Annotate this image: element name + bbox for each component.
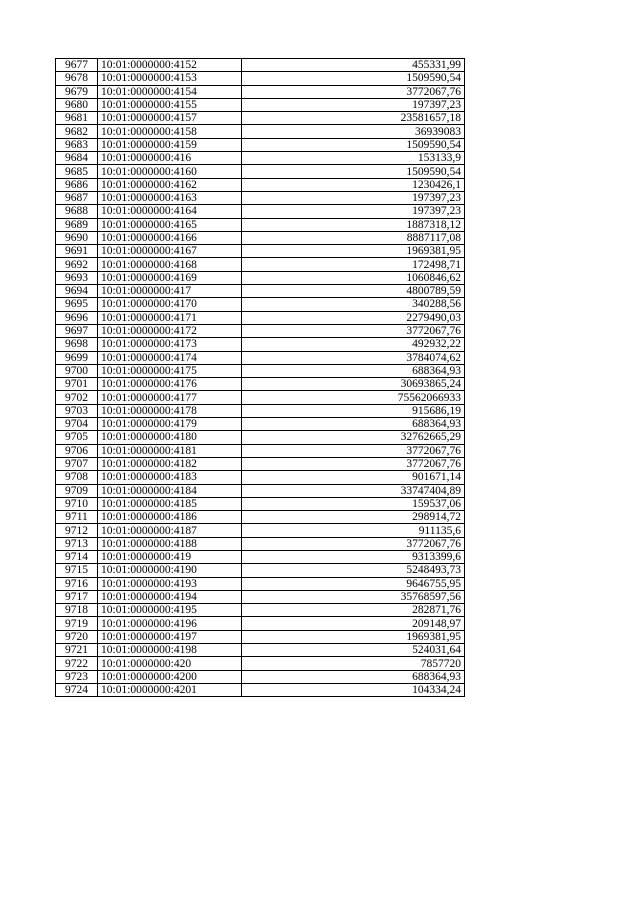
value-cell: 1060846,62 — [242, 271, 465, 284]
table-row — [56, 351, 465, 364]
table-row — [56, 245, 465, 258]
row-number-cell: 9688 — [56, 205, 98, 218]
table-row — [56, 604, 465, 617]
cadastral-number-cell: 10:01:0000000:4198 — [98, 644, 242, 657]
table-row — [56, 378, 465, 391]
cadastral-number-cell: 10:01:0000000:419 — [98, 550, 242, 563]
row-number-cell: 9708 — [56, 471, 98, 484]
value-cell: 5248493,73 — [242, 564, 465, 577]
table-row — [56, 258, 465, 271]
row-number-cell: 9681 — [56, 112, 98, 125]
value-cell: 75562066933 — [242, 391, 465, 404]
cadastral-number-cell: 10:01:0000000:4193 — [98, 577, 242, 590]
row-number-cell: 9713 — [56, 537, 98, 550]
table-row — [56, 285, 465, 298]
table-row — [56, 218, 465, 231]
row-number-cell: 9684 — [56, 152, 98, 165]
row-number-cell: 9706 — [56, 444, 98, 457]
cadastral-number-cell: 10:01:0000000:4201 — [98, 683, 242, 696]
cadastral-number-cell: 10:01:0000000:4166 — [98, 231, 242, 244]
cadastral-number-cell: 10:01:0000000:4163 — [98, 191, 242, 204]
value-cell: 30693865,24 — [242, 378, 465, 391]
cadastral-number-cell: 10:01:0000000:4160 — [98, 165, 242, 178]
cadastral-number-cell: 10:01:0000000:4164 — [98, 205, 242, 218]
cadastral-number-cell: 10:01:0000000:420 — [98, 657, 242, 670]
value-cell: 3772067,76 — [242, 85, 465, 98]
value-cell: 911135,6 — [242, 524, 465, 537]
value-cell: 159537,06 — [242, 497, 465, 510]
row-number-cell: 9677 — [56, 59, 98, 72]
value-cell: 8887117,08 — [242, 231, 465, 244]
row-number-cell: 9703 — [56, 404, 98, 417]
table-row — [56, 112, 465, 125]
cadastral-number-cell: 10:01:0000000:4181 — [98, 444, 242, 457]
table-row — [56, 364, 465, 377]
table-row — [56, 550, 465, 563]
row-number-cell: 9705 — [56, 431, 98, 444]
table-row — [56, 431, 465, 444]
table-row — [56, 617, 465, 630]
cadastral-number-cell: 10:01:0000000:4153 — [98, 72, 242, 85]
cadastral-number-cell: 10:01:0000000:4170 — [98, 298, 242, 311]
row-number-cell: 9693 — [56, 271, 98, 284]
cadastral-number-cell: 10:01:0000000:4194 — [98, 590, 242, 603]
value-cell: 1230426,1 — [242, 178, 465, 191]
row-number-cell: 9721 — [56, 644, 98, 657]
value-cell: 9646755,95 — [242, 577, 465, 590]
cadastral-number-cell: 10:01:0000000:4167 — [98, 245, 242, 258]
row-number-cell: 9689 — [56, 218, 98, 231]
table-row — [56, 98, 465, 111]
cadastral-number-cell: 10:01:0000000:4169 — [98, 271, 242, 284]
value-cell: 915686,19 — [242, 404, 465, 417]
value-cell: 153133,9 — [242, 152, 465, 165]
value-cell: 1509590,54 — [242, 165, 465, 178]
row-number-cell: 9710 — [56, 497, 98, 510]
cadastral-number-cell: 10:01:0000000:4158 — [98, 125, 242, 138]
row-number-cell: 9718 — [56, 604, 98, 617]
table-row — [56, 391, 465, 404]
value-cell: 36939083 — [242, 125, 465, 138]
table-row — [56, 178, 465, 191]
cadastral-number-cell: 10:01:0000000:4200 — [98, 670, 242, 683]
value-cell: 524031,64 — [242, 644, 465, 657]
table-row — [56, 231, 465, 244]
row-number-cell: 9687 — [56, 191, 98, 204]
row-number-cell: 9685 — [56, 165, 98, 178]
table-row — [56, 511, 465, 524]
value-cell: 4800789,59 — [242, 285, 465, 298]
row-number-cell: 9692 — [56, 258, 98, 271]
value-cell: 3784074,62 — [242, 351, 465, 364]
cadastral-number-cell: 10:01:0000000:4182 — [98, 457, 242, 470]
table-row — [56, 138, 465, 151]
value-cell: 32762665,29 — [242, 431, 465, 444]
table-row — [56, 152, 465, 165]
value-cell: 7857720 — [242, 657, 465, 670]
value-cell: 1969381,95 — [242, 245, 465, 258]
value-cell: 197397,23 — [242, 191, 465, 204]
cadastral-number-cell: 10:01:0000000:4195 — [98, 604, 242, 617]
table-row — [56, 191, 465, 204]
row-number-cell: 9696 — [56, 311, 98, 324]
row-number-cell: 9712 — [56, 524, 98, 537]
value-cell: 1887318,12 — [242, 218, 465, 231]
table-row — [56, 524, 465, 537]
row-number-cell: 9719 — [56, 617, 98, 630]
table-row — [56, 205, 465, 218]
value-cell: 33747404,89 — [242, 484, 465, 497]
table-row — [56, 404, 465, 417]
cadastral-number-cell: 10:01:0000000:4159 — [98, 138, 242, 151]
cadastral-number-cell: 10:01:0000000:4187 — [98, 524, 242, 537]
table-row — [56, 298, 465, 311]
row-number-cell: 9709 — [56, 484, 98, 497]
row-number-cell: 9683 — [56, 138, 98, 151]
value-cell: 3772067,76 — [242, 537, 465, 550]
cadastral-number-cell: 10:01:0000000:4152 — [98, 59, 242, 72]
value-cell: 1509590,54 — [242, 72, 465, 85]
value-cell: 104334,24 — [242, 683, 465, 696]
row-number-cell: 9699 — [56, 351, 98, 364]
cadastral-number-cell: 10:01:0000000:4172 — [98, 324, 242, 337]
cadastral-number-cell: 10:01:0000000:4176 — [98, 378, 242, 391]
value-cell: 1969381,95 — [242, 630, 465, 643]
table-row — [56, 457, 465, 470]
table-row — [56, 644, 465, 657]
value-cell: 172498,71 — [242, 258, 465, 271]
row-number-cell: 9678 — [56, 72, 98, 85]
cadastral-number-cell: 10:01:0000000:4171 — [98, 311, 242, 324]
value-cell: 197397,23 — [242, 205, 465, 218]
row-number-cell: 9707 — [56, 457, 98, 470]
value-cell: 9313399,6 — [242, 550, 465, 563]
row-number-cell: 9694 — [56, 285, 98, 298]
table-row — [56, 630, 465, 643]
value-cell: 197397,23 — [242, 98, 465, 111]
cadastral-number-cell: 10:01:0000000:4175 — [98, 364, 242, 377]
table-row — [56, 657, 465, 670]
row-number-cell: 9700 — [56, 364, 98, 377]
cadastral-number-cell: 10:01:0000000:4178 — [98, 404, 242, 417]
value-cell: 688364,93 — [242, 418, 465, 431]
table-row — [56, 72, 465, 85]
row-number-cell: 9717 — [56, 590, 98, 603]
table-row — [56, 497, 465, 510]
table-row — [56, 471, 465, 484]
cadastral-number-cell: 10:01:0000000:4180 — [98, 431, 242, 444]
table-row — [56, 271, 465, 284]
cadastral-number-cell: 10:01:0000000:4185 — [98, 497, 242, 510]
value-cell: 282871,76 — [242, 604, 465, 617]
table-row — [56, 444, 465, 457]
value-cell: 455331,99 — [242, 59, 465, 72]
row-number-cell: 9682 — [56, 125, 98, 138]
cadastral-number-cell: 10:01:0000000:4196 — [98, 617, 242, 630]
value-cell: 1509590,54 — [242, 138, 465, 151]
table-row — [56, 85, 465, 98]
table-row — [56, 311, 465, 324]
row-number-cell: 9724 — [56, 683, 98, 696]
cadastral-number-cell: 10:01:0000000:4183 — [98, 471, 242, 484]
row-number-cell: 9722 — [56, 657, 98, 670]
table-row — [56, 537, 465, 550]
table-row — [56, 324, 465, 337]
value-cell: 2279490,03 — [242, 311, 465, 324]
table-row — [56, 577, 465, 590]
table-row — [56, 125, 465, 138]
row-number-cell: 9698 — [56, 338, 98, 351]
cadastral-number-cell: 10:01:0000000:4179 — [98, 418, 242, 431]
value-cell: 209148,97 — [242, 617, 465, 630]
row-number-cell: 9720 — [56, 630, 98, 643]
table-row — [56, 418, 465, 431]
table-row — [56, 59, 465, 72]
cadastral-number-cell: 10:01:0000000:4184 — [98, 484, 242, 497]
row-number-cell: 9714 — [56, 550, 98, 563]
row-number-cell: 9697 — [56, 324, 98, 337]
value-cell: 688364,93 — [242, 364, 465, 377]
value-cell: 492932,22 — [242, 338, 465, 351]
row-number-cell: 9702 — [56, 391, 98, 404]
cadastral-number-cell: 10:01:0000000:4157 — [98, 112, 242, 125]
table-row — [56, 338, 465, 351]
cadastral-number-cell: 10:01:0000000:4168 — [98, 258, 242, 271]
cadastral-number-cell: 10:01:0000000:4165 — [98, 218, 242, 231]
row-number-cell: 9686 — [56, 178, 98, 191]
table-row — [56, 670, 465, 683]
table-row — [56, 165, 465, 178]
value-cell: 901671,14 — [242, 471, 465, 484]
row-number-cell: 9679 — [56, 85, 98, 98]
cadastral-number-cell: 10:01:0000000:4173 — [98, 338, 242, 351]
value-cell: 688364,93 — [242, 670, 465, 683]
value-cell: 35768597,56 — [242, 590, 465, 603]
row-number-cell: 9690 — [56, 231, 98, 244]
row-number-cell: 9711 — [56, 511, 98, 524]
row-number-cell: 9723 — [56, 670, 98, 683]
cadastral-number-cell: 10:01:0000000:4177 — [98, 391, 242, 404]
cadastral-number-cell: 10:01:0000000:4174 — [98, 351, 242, 364]
cadastral-number-cell: 10:01:0000000:4154 — [98, 85, 242, 98]
table-row — [56, 590, 465, 603]
table-row — [56, 683, 465, 696]
value-cell: 23581657,18 — [242, 112, 465, 125]
table-row — [56, 484, 465, 497]
cadastral-value-table — [55, 58, 465, 697]
row-number-cell: 9716 — [56, 577, 98, 590]
cadastral-number-cell: 10:01:0000000:4190 — [98, 564, 242, 577]
cadastral-number-cell: 10:01:0000000:4155 — [98, 98, 242, 111]
value-cell: 340288,56 — [242, 298, 465, 311]
value-cell: 3772067,76 — [242, 457, 465, 470]
cadastral-number-cell: 10:01:0000000:416 — [98, 152, 242, 165]
cadastral-number-cell: 10:01:0000000:4186 — [98, 511, 242, 524]
value-cell: 3772067,76 — [242, 324, 465, 337]
row-number-cell: 9701 — [56, 378, 98, 391]
table-row — [56, 564, 465, 577]
row-number-cell: 9691 — [56, 245, 98, 258]
value-cell: 298914,72 — [242, 511, 465, 524]
value-cell: 3772067,76 — [242, 444, 465, 457]
row-number-cell: 9680 — [56, 98, 98, 111]
cadastral-number-cell: 10:01:0000000:4188 — [98, 537, 242, 550]
cadastral-number-cell: 10:01:0000000:417 — [98, 285, 242, 298]
cadastral-number-cell: 10:01:0000000:4162 — [98, 178, 242, 191]
row-number-cell: 9704 — [56, 418, 98, 431]
row-number-cell: 9715 — [56, 564, 98, 577]
table-body — [56, 59, 465, 697]
cadastral-number-cell: 10:01:0000000:4197 — [98, 630, 242, 643]
row-number-cell: 9695 — [56, 298, 98, 311]
